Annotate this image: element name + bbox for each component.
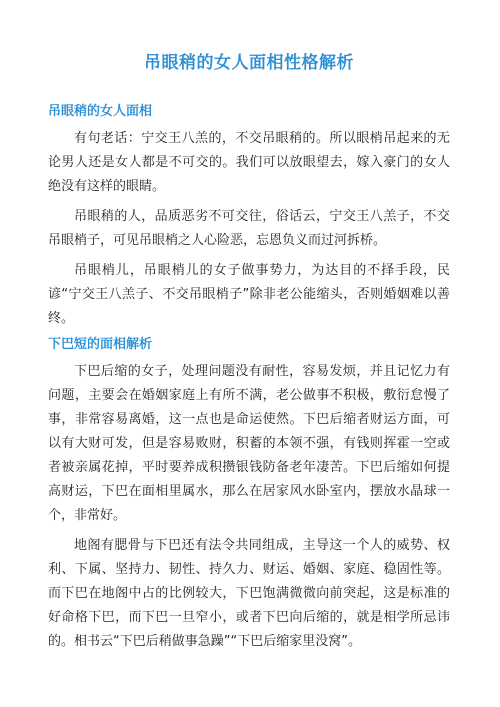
section-heading-droopy-eyes: 吊眼稍的女人面相 — [48, 104, 153, 119]
paragraph: 吊眼稍的人，品质恶劣不可交往，俗话云，宁交王八羔子，不交吊眼梢子，可见吊眼梢之人心险恶，忘恩负义而过河拆桥。 — [48, 209, 450, 248]
paragraph: 地阁有腮骨与下巴还有法令共同组成，主导这一个人的威势、权利、下属、坚持力、韧性、持久力、财运、婚姻、家庭、稳固性等。而下巴在地阁中占的比例较大，下巴饱满微微向前突起，这是标准的好命格下巴，而下巴一旦窄小，或者下巴向后缩的，就是相学所忌讳的。相书云“下巴后稍做事急躁”“下巴后缩家里没窝”。 — [48, 538, 450, 649]
paragraph: 吊眼梢儿，吊眼梢儿的女子做事势力，为达目的不择手段，民谚“宁交王八羔子、不交吊眼梢子”除非老公能缩头，否则婚姻难以善终。 — [48, 263, 450, 326]
paragraph: 有句老话：宁交王八羔的，不交吊眼稍的。所以眼梢吊起来的无论男人还是女人都是不可交的。我们可以放眼望去，嫁入豪门的女人绝没有这样的眼睛。 — [48, 131, 450, 194]
section-heading-short-chin: 下巴短的面相解析 — [48, 337, 153, 352]
paragraph: 下巴后缩的女子，处理问题没有耐性，容易发烦，并且记忆力有问题，主要会在婚姻家庭上有所不满，老公做事不积极，敷衍怠慢了事，非常容易离婚，这一点也是命运使然。下巴后缩者财运方面，可以有大财可发，但是容易败财，积蓄的本领不强，有钱则挥霍一空或者被亲属花掉，平时要养成积攒银钱防备老年凄苦。下巴后缩如何提高财运，下巴在面相里属水，那么在居家风水卧室内，摆放水晶球一个，非常好。 — [48, 364, 450, 523]
article-title: 吊眼稍的女人面相性格解析 — [144, 53, 354, 73]
